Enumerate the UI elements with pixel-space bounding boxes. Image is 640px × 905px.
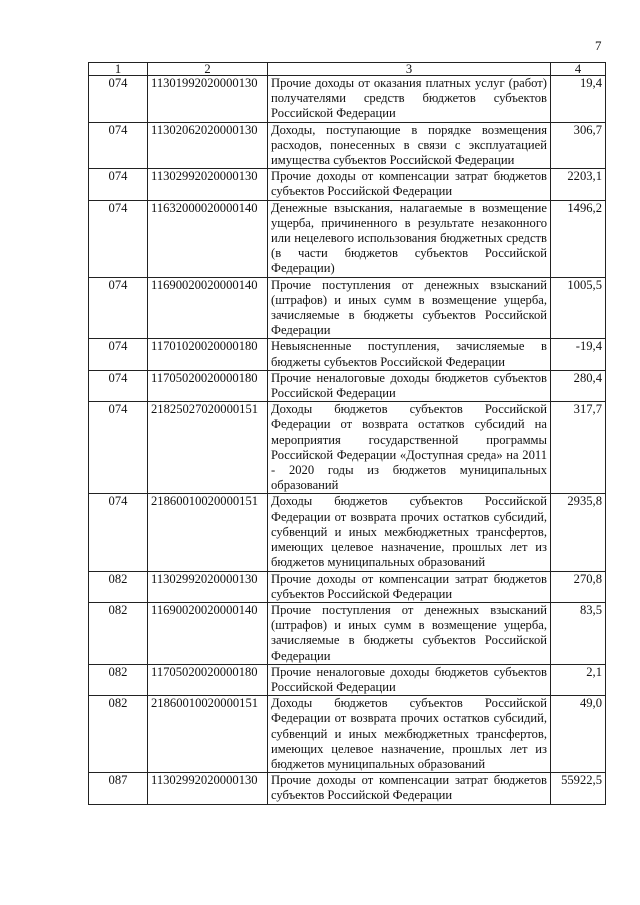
admin-code-cell: 074 [89,402,148,494]
budget-code-cell: 11705020020000180 [148,664,268,695]
amount-cell: 270,8 [551,571,606,602]
table-header-row [89,63,606,76]
budget-code-cell: 11302992020000130 [148,773,268,804]
budget-code-cell: 11701020020000180 [148,339,268,370]
column-header: 2 [148,63,268,76]
amount-cell: 2935,8 [551,494,606,571]
amount-cell: 317,7 [551,402,606,494]
table-row [89,277,606,339]
column-header: 3 [268,63,551,76]
revenue-table [88,62,606,805]
admin-code-cell: 074 [89,200,148,277]
table-row [89,696,606,773]
budget-code-cell: 21860010020000151 [148,494,268,571]
budget-code-cell: 11690020020000140 [148,602,268,664]
description-cell: Прочие доходы от оказания платных услуг (работ) получателями средств бюджетов субъектов Российской Федерации [268,76,551,123]
page-number: 7 [595,38,602,53]
description-cell: Прочие доходы от компенсации затрат бюджетов субъектов Российской Федерации [268,169,551,200]
budget-code-cell: 21860010020000151 [148,696,268,773]
admin-code-cell: 074 [89,370,148,401]
admin-code-cell: 082 [89,571,148,602]
budget-code-cell: 11705020020000180 [148,370,268,401]
table-row [89,402,606,494]
column-header: 4 [551,63,606,76]
description-cell: Невыясненные поступления, зачисляемые в бюджеты субъектов Российской Федерации [268,339,551,370]
amount-cell: 83,5 [551,602,606,664]
amount-cell: 49,0 [551,696,606,773]
budget-code-cell: 11632000020000140 [148,200,268,277]
amount-cell: -19,4 [551,339,606,370]
budget-code-cell: 11690020020000140 [148,277,268,339]
admin-code-cell: 074 [89,339,148,370]
amount-cell: 1005,5 [551,277,606,339]
description-cell: Денежные взыскания, налагаемые в возмещение ущерба, причиненного в результате незаконного или нецелевого использования бюджетных средств (в части бюджетов субъектов Российской Федерации) [268,200,551,277]
admin-code-cell: 074 [89,494,148,571]
description-cell: Доходы бюджетов субъектов Российской Федерации от возврата прочих остатков субсидий, субвенций и иных межбюджетных трансфертов, имеющих целевое назначение, прошлых лет из бюджетов муниципальных образований [268,494,551,571]
budget-code-cell: 11302992020000130 [148,169,268,200]
description-cell: Доходы, поступающие в порядке возмещения расходов, понесенных в связи с эксплуатацией имущества субъектов Российской Федерации [268,122,551,169]
description-cell: Прочие неналоговые доходы бюджетов субъектов Российской Федерации [268,370,551,401]
table-row [89,122,606,169]
table-row [89,169,606,200]
admin-code-cell: 082 [89,602,148,664]
amount-cell: 280,4 [551,370,606,401]
amount-cell: 1496,2 [551,200,606,277]
table-row [89,571,606,602]
description-cell: Прочие доходы от компенсации затрат бюджетов субъектов Российской Федерации [268,773,551,804]
budget-code-cell: 21825027020000151 [148,402,268,494]
table-row [89,602,606,664]
description-cell: Доходы бюджетов субъектов Российской Федерации от возврата прочих остатков субсидий, субвенций и иных межбюджетных трансфертов, имеющих целевое назначение, прошлых лет из бюджетов муниципальных образований [268,696,551,773]
admin-code-cell: 074 [89,169,148,200]
budget-code-cell: 11302992020000130 [148,571,268,602]
table-row [89,200,606,277]
table-row [89,773,606,804]
table-row [89,339,606,370]
amount-cell: 2,1 [551,664,606,695]
budget-code-cell: 11302062020000130 [148,122,268,169]
table-row [89,494,606,571]
column-header: 1 [89,63,148,76]
admin-code-cell: 082 [89,696,148,773]
amount-cell: 19,4 [551,76,606,123]
amount-cell: 55922,5 [551,773,606,804]
admin-code-cell: 074 [89,122,148,169]
table-row [89,370,606,401]
table-row [89,76,606,123]
amount-cell: 306,7 [551,122,606,169]
admin-code-cell: 074 [89,76,148,123]
description-cell: Прочие неналоговые доходы бюджетов субъектов Российской Федерации [268,664,551,695]
description-cell: Прочие доходы от компенсации затрат бюджетов субъектов Российской Федерации [268,571,551,602]
table-row [89,664,606,695]
amount-cell: 2203,1 [551,169,606,200]
description-cell: Прочие поступления от денежных взысканий (штрафов) и иных сумм в возмещение ущерба, зачисляемые в бюджеты субъектов Российской Федерации [268,277,551,339]
admin-code-cell: 074 [89,277,148,339]
budget-code-cell: 11301992020000130 [148,76,268,123]
admin-code-cell: 087 [89,773,148,804]
description-cell: Доходы бюджетов субъектов Российской Федерации от возврата остатков субсидий на мероприятия государственной программы Российской Федерации «Доступная среда» на 2011 - 2020 годы из бюджетов муниципальных образований [268,402,551,494]
admin-code-cell: 082 [89,664,148,695]
description-cell: Прочие поступления от денежных взысканий (штрафов) и иных сумм в возмещение ущерба, зачисляемые в бюджеты субъектов Российской Федерации [268,602,551,664]
